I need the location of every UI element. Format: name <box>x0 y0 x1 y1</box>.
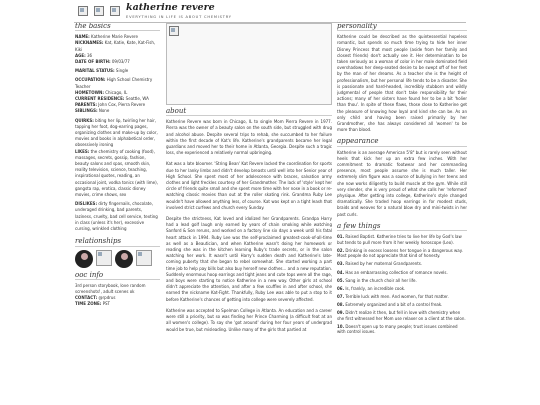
fact-number: 09. <box>337 310 345 316</box>
section-heading-relationships: relationships <box>75 238 160 246</box>
field-row <box>75 149 160 199</box>
fact-number: 08. <box>337 301 345 307</box>
fact-item <box>337 324 467 335</box>
middle-column <box>166 23 332 405</box>
broken-image-icon <box>78 6 88 16</box>
section-heading-ooc: ooc info <box>75 272 160 280</box>
field-label: HOMETOWN: <box>75 89 104 95</box>
basics-list <box>75 34 160 232</box>
about-text <box>166 119 332 333</box>
fact-text: Extremely organized and a bit of a control freak. <box>344 301 443 307</box>
field-value: Chicago, IL <box>103 89 128 95</box>
fact-number: 03. <box>337 261 345 267</box>
field-row <box>75 283 160 295</box>
field-value: the chemistry of cooking (food), massages, secrets, gossip, fashion, beauty salons and spas, smooth skin, reality television, science, teaching, inspirational quotes, reading, an occasional joint, vodka tonics (with lime), gangsta rap, erotica, classic disney movies, crime shows, sex <box>75 148 158 198</box>
field-row <box>75 118 160 149</box>
fact-number: 05. <box>337 277 345 283</box>
fact-item <box>337 261 467 267</box>
field-label: OCCUPATION: <box>75 77 106 83</box>
avatar[interactable] <box>75 250 93 268</box>
field-value: @rpdrus <box>97 295 116 301</box>
field-label: TIME ZONE: <box>75 301 102 307</box>
about-paragraph: Katherine Revere was born in Chicago, IL to single Mom Pierra Revere in 1977. Pierra was the owner of a beauty salon on the south side, but struggled with drug and alcohol abuse. Despite several trips to rehab, she succumbed to her failure within the first decade of Kat's life. Katherine's grandparents became her legal guardians and moved her to their home in Atlanta, Georgia. Despite such a tragic loss, she experienced a relatively normal upbringing. <box>166 119 332 156</box>
section-heading-basics: the basics <box>75 23 160 31</box>
fact-text: Has an embarrassing collection of romance novels. <box>344 269 448 275</box>
field-label: QUIRKS: <box>75 117 94 123</box>
field-value: None <box>97 108 110 114</box>
about-paragraph: Katherine was accepted to Spelman College in Atlanta. An education and a career were still a priority, but so was finding her Prince Charming (a difficult feat at an all women's college). To say she 'got around' during her four years of undergrad would be true, but misleading. Unlike many of the girls that partied at <box>166 307 332 332</box>
fact-text: Doesn't open up to many people; trust issues combined with control issues. <box>337 323 458 335</box>
ooc-list <box>75 283 160 308</box>
field-row <box>75 59 160 65</box>
profile-header <box>74 2 466 22</box>
field-row <box>75 40 160 52</box>
field-value: dirty fingernails, chocolate, underaged drinking, bad parents, laziness, cruelty, bad cell service, texting in class (unless it's her), excessive cursing, wrinkled clothing <box>75 201 158 232</box>
fact-number: 01. <box>337 234 345 240</box>
fact-item <box>337 234 467 245</box>
field-value: High School Chemistry Teacher <box>75 77 153 89</box>
broken-image-icon <box>110 6 120 16</box>
fact-item <box>337 286 467 292</box>
field-value: Kat, Katie, Kate, Kat-Fish, Kiki <box>75 40 156 52</box>
field-label: CONTACT: <box>75 295 98 301</box>
field-row <box>75 108 160 114</box>
fact-item <box>337 248 467 259</box>
fact-number: 06. <box>337 285 345 291</box>
fact-text: Is, frankly, an incredible cook. <box>344 285 406 291</box>
fact-text: Raised by her maternal Grandparents. <box>344 261 423 267</box>
fact-item <box>337 278 467 284</box>
field-label: SIBLINGS: <box>75 108 98 114</box>
field-value: John Cox, Pierra Revere <box>97 102 146 108</box>
fact-text: Sang in the church choir all her life. <box>344 277 417 283</box>
field-label: NICKNAMES: <box>75 40 104 46</box>
fact-item <box>337 310 467 321</box>
field-row <box>75 68 160 74</box>
broken-image-icon[interactable] <box>96 250 112 266</box>
relationship-avatars <box>75 250 160 268</box>
broken-image-icon <box>94 6 104 16</box>
fact-item <box>337 294 467 300</box>
fact-number: 10. <box>337 323 345 329</box>
field-row <box>75 301 160 307</box>
fact-number: 02. <box>337 247 345 253</box>
section-heading-appearance: appearance <box>337 138 467 146</box>
field-label: PARENTS: <box>75 102 98 108</box>
about-paragraph: Kat was a late bloomer. 'String Bean' Kat Revere lacked the coordination for sports due to her lanky limbs and didn't develop breasts until well into her Senior year of High School. She spent most of her adolescence with braces, salvation army clothes and light freckles courtesy of her Grandmother. The lack of 'style' kept her circle of friends quite small and she spent more time with her nose in a book or re-watching classic movies than out at the roller skating rink. Grandma Ruby Lee wouldn't have allowed anything less, of course. Kat was kept on a tight leash that involved strict curfews and church every Sunday. <box>166 161 332 210</box>
left-column <box>75 23 160 405</box>
field-value: 09/03/77 <box>110 59 130 65</box>
field-value: 36 <box>85 52 93 58</box>
fact-text: Raised Baptist. Katherine tries to live her life by God's law but tends to pull more from it her weekly horoscope (Leo). <box>337 234 462 245</box>
page-subtitle: EVERYTHING IN LIFE IS ABOUT CHEMISTRY <box>126 15 232 19</box>
field-value: Katherine Marie Revere <box>89 34 138 40</box>
fact-text: Didn't realize it then, but fell in love with chemistry when she first witnessed her Mom use relaxer on a client at the salon. <box>337 310 466 321</box>
broken-image-icon[interactable] <box>136 250 152 266</box>
field-value: biting her lip, twirling her hair, tapping her foot, dog-earring pages, organizing clothes and make-up by color, movies and books in alphabetical order, obsessively ironing <box>75 117 158 148</box>
fact-item <box>337 302 467 308</box>
field-value: Seattle, WA <box>124 96 149 102</box>
field-label: CURRENT RESIDENCE: <box>75 96 125 102</box>
field-row <box>75 77 160 89</box>
field-label: DISLIKES: <box>75 201 98 207</box>
field-value: PST <box>101 301 110 307</box>
field-label: AGE: <box>75 52 86 58</box>
appearance-text: Katherine is an average American 5'8" but is rarely seen without heels that kick her up an extra few inches. With her commitment to dramatic footwear and her commanding presence, most people assume she is much taller. Her extremely slim figure was a source of bullying in her teens and she now works diligently to build muscle at the gym. While still very slender, she is very proud of what she calls her 'reformed' physique. After getting into college, Katherine's style changed dramatically. She traded hoop earrings in for modest studs, braids and weaves for a natural blow dry and mini-twists in her past curls. <box>337 149 467 217</box>
right-column <box>337 23 467 405</box>
personality-text: Katherine could be described as the quintessential hopeless romantic, but spends so much time trying to hide her inner Disney Princess that most people (aside from her family and closest friends) don't actually see it. Her determination to be taken seriously as a woman of color in her male dominated field overshadows her deep-seated desire to be swept off of her feet by the man of her dreams. As a teacher she is the height of professionalism, but her personal life tends to be a disaster. She is passionate and hard-headed, incredibly stubborn and wildly judgmental of people that don't take responsibility for their actions; many of her sisters have found her to be a bit 'holier than thou'. In spite of these flaws, those close to Katherine get the pleasure of knowing how loyal and kind she can be. As an only child and having been raised primarily by her Grandmother, she has always considered all 'women' to be more than blood. <box>337 34 467 133</box>
section-heading-personality: personality <box>337 23 467 31</box>
field-value: Single <box>114 68 129 74</box>
avatar[interactable] <box>115 250 133 268</box>
section-heading-about: about <box>166 108 332 116</box>
page-title: katherine revere <box>126 2 215 13</box>
fact-number: 04. <box>337 269 345 275</box>
fact-text: Drinking in excess loosens her tongue in a dangerous way. Most people do not appreciate that kind of honesty. <box>337 247 463 259</box>
fact-number: 07. <box>337 293 345 299</box>
field-value: 3rd person storybook, love random screenshots!, adult scenes ok <box>75 282 146 294</box>
field-label: MARITAL STATUS: <box>75 68 115 74</box>
fact-item <box>337 270 467 276</box>
field-row <box>75 201 160 232</box>
field-label: LIKES: <box>75 148 90 154</box>
field-label: NAME: <box>75 34 90 40</box>
profile-image <box>166 23 332 105</box>
facts-list <box>337 234 467 335</box>
field-label: DATE OF BIRTH: <box>75 59 111 65</box>
section-heading-facts: a few things <box>337 223 467 231</box>
about-paragraph: Despite the strictness, Kat loved and idolized her Grandparents. Grandpa Harry had a lead golf laugh only earned by years of chain smoking while watching Sanford & Son reruns, and worked on a factory line six days a week until his fatal heart attack in 1994. Ruby Lee was the self-proclaimed greatest-cook-of-all-time as well as a Beautician, and when Katherine wasn't doing her homework or reading she was in the kitchen learning Ruby's trade secrets, or in the salon watching her work. It wasn't until Harry's sudden death and Katherine's late-coming puberty that she began to rebel somewhat. She started working a part time job to help pay bills but also buy herself new clothes... and a new reputation. Suddenly enormous hoop earrings and tight jeans and cute tops were all the rage, and boys were starting to notice Katherine in a new way. Other girls at school didn't appreciate the attention, and after a few scuffles in and after school, she earned the nickname Kat-Fight. Thankfully, Ruby Lee was able to put a stop to it before Katherine's chances of getting into college were severely affected. <box>166 216 332 302</box>
fact-text: Terrible luck with men. And women, for that matter. <box>344 293 449 299</box>
broken-image-icon <box>169 26 179 36</box>
